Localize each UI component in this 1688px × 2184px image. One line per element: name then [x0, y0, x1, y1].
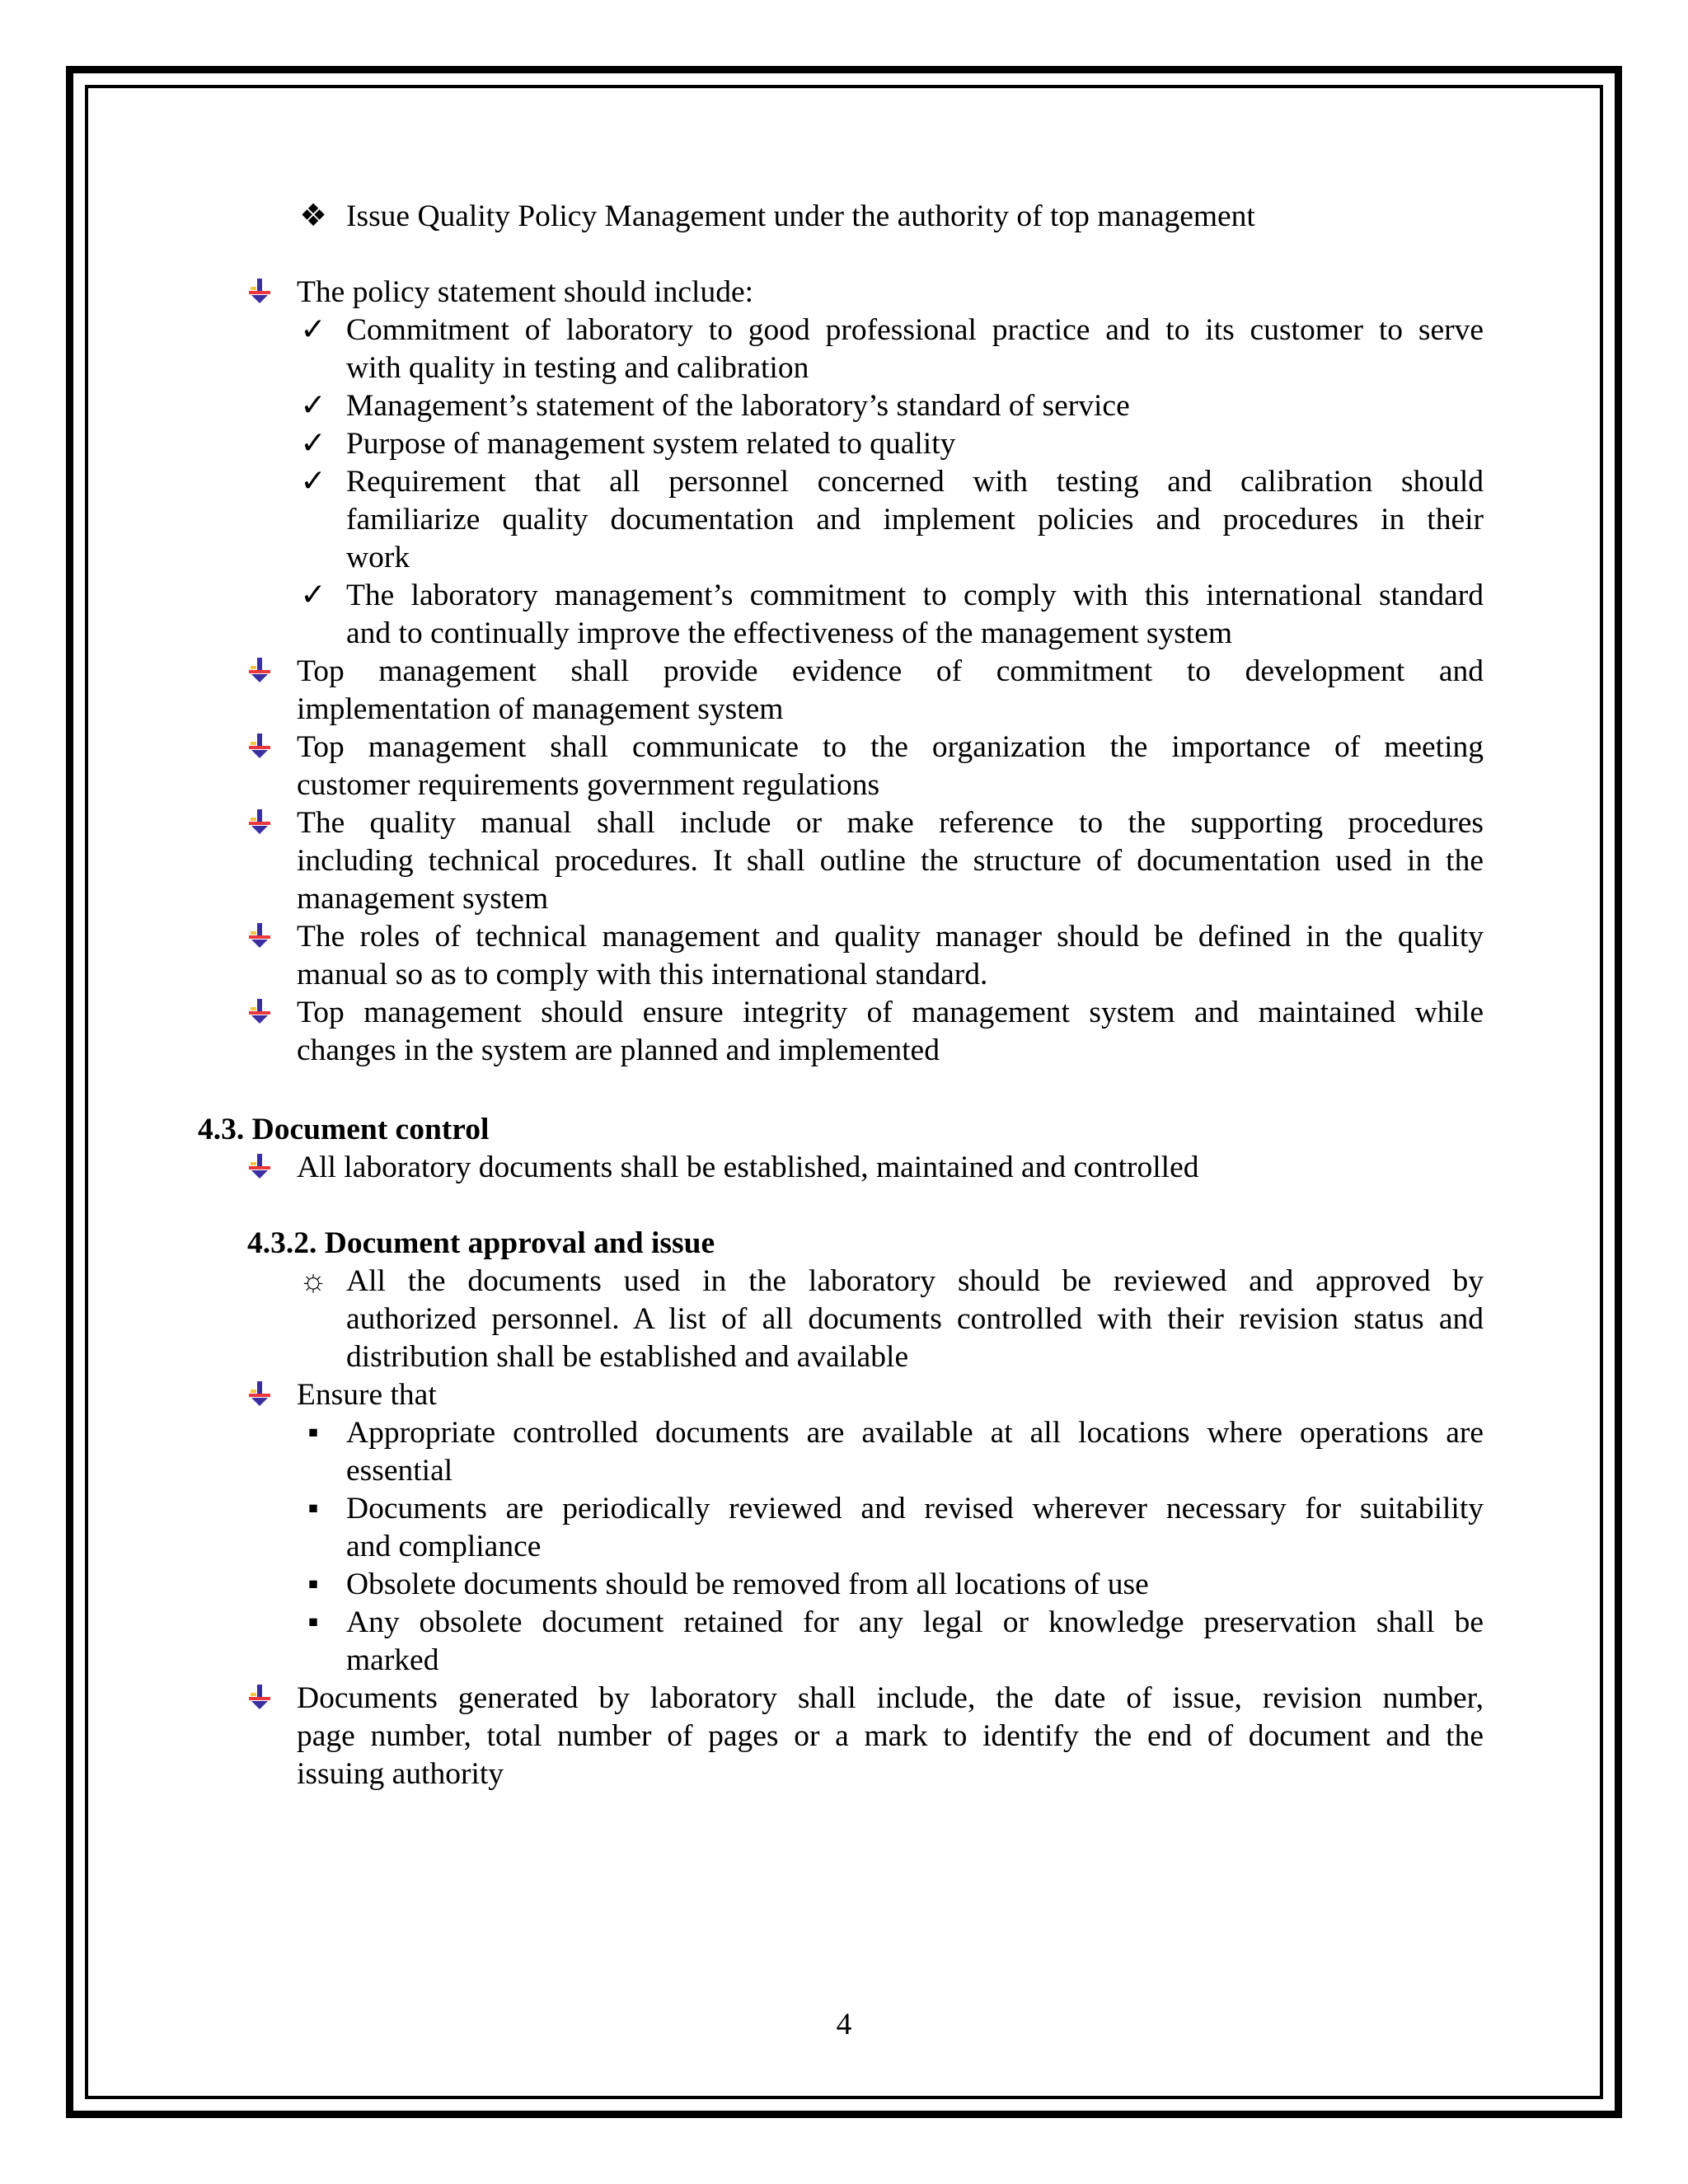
checkmark-bullet-icon: ✓ [300, 389, 326, 423]
text-line: implementation of management system [297, 692, 784, 726]
square-bullet-icon: ▪ [307, 1568, 319, 1601]
square-bullet-icon: ▪ [307, 1416, 319, 1450]
text-line: with quality in testing and calibration [346, 351, 809, 385]
text-line: marked [346, 1643, 439, 1677]
text-line: Commitment of laboratory to good professional practice and to its customer to serve [346, 313, 1484, 347]
square-bullet-icon: ▪ [307, 1492, 319, 1526]
square-bullet-icon: ▪ [307, 1605, 319, 1639]
text-line: The policy statement should include: [297, 275, 754, 309]
text-line: The laboratory management’s commitment to comply with this international standard [346, 579, 1484, 612]
text-line: The quality manual shall include or make reference to the supporting procedures [297, 806, 1484, 840]
text-line: All laboratory documents shall be established, maintained and controlled [297, 1151, 1199, 1184]
text-line: issuing authority [297, 1757, 504, 1791]
text-line: work [346, 541, 410, 574]
arrow-down-svg [247, 656, 272, 684]
arrow-down-bullet-icon [247, 1683, 272, 1711]
arrow-down-bullet-icon [247, 277, 272, 305]
text-line: changes in the system are planned and implemented [297, 1033, 940, 1067]
text-line: Documents generated by laboratory shall include, the date of issue, revision number, [297, 1681, 1484, 1715]
text-line: and compliance [346, 1530, 542, 1563]
arrow-down-bullet-icon [247, 1152, 272, 1180]
text-line: familiarize quality documentation and implement policies and procedures in their [346, 503, 1484, 537]
text-line: management system [297, 882, 549, 916]
arrow-down-svg [247, 997, 272, 1025]
page-number: 4 [836, 2008, 852, 2041]
arrow-down-svg [247, 921, 272, 949]
arrow-down-svg [247, 1683, 272, 1711]
arrow-down-svg [247, 277, 272, 305]
sun-bullet-icon: ☼ [298, 1264, 328, 1298]
checkmark-bullet-icon: ✓ [300, 579, 326, 612]
text-line: Requirement that all personnel concerned with testing and calibration should [346, 465, 1484, 499]
arrow-down-bullet-icon [247, 1380, 272, 1408]
text-line: Ensure that [297, 1378, 437, 1412]
text-line: Management’s statement of the laboratory’s standard of service [346, 389, 1130, 423]
text-line: and to continually improve the effectiveness of the management system [346, 616, 1233, 650]
text-line: All the documents used in the laboratory should be reviewed and approved by [346, 1264, 1484, 1298]
subsection-heading: 4.3.2. Document approval and issue [247, 1226, 715, 1260]
text-line: Top management should ensure integrity of management system and maintained while [297, 996, 1484, 1029]
arrow-down-svg [247, 732, 272, 760]
arrow-down-bullet-icon [247, 808, 272, 836]
text-line: essential [346, 1454, 453, 1488]
text-line: Top management shall provide evidence of commitment to development and [297, 654, 1484, 688]
text-line: page number, total number of pages or a mark to identify the end of document and the [297, 1719, 1484, 1753]
text-line: Obsolete documents should be removed from all locations of use [346, 1568, 1149, 1601]
checkmark-bullet-icon: ✓ [300, 427, 326, 461]
text-line: Top management shall communicate to the organization the importance of meeting [297, 730, 1484, 764]
text-line: including technical procedures. It shall outline the structure of documentation used in the [297, 844, 1484, 878]
arrow-down-svg [247, 1380, 272, 1408]
text-line: Any obsolete document retained for any legal or knowledge preservation shall be [346, 1605, 1484, 1639]
text-line: The roles of technical management and quality manager should be defined in the quality [297, 920, 1484, 954]
text-line: manual so as to comply with this international standard. [297, 958, 988, 991]
arrow-down-svg [247, 808, 272, 836]
arrow-down-svg [247, 1152, 272, 1180]
arrow-down-bullet-icon [247, 732, 272, 760]
text-line: distribution shall be established and available [346, 1340, 909, 1374]
arrow-down-bullet-icon [247, 921, 272, 949]
text-line: customer requirements government regulations [297, 768, 880, 802]
text-line: authorized personnel. A list of all documents controlled with their revision status and [346, 1302, 1484, 1336]
text-line: Purpose of management system related to quality [346, 427, 956, 461]
text-line: Appropriate controlled documents are available at all locations where operations are [346, 1416, 1484, 1450]
text-line: Issue Quality Policy Management under the authority of top management [346, 199, 1255, 233]
checkmark-bullet-icon: ✓ [300, 313, 326, 347]
arrow-down-bullet-icon [247, 656, 272, 684]
arrow-down-bullet-icon [247, 997, 272, 1025]
checkmark-bullet-icon: ✓ [300, 465, 326, 499]
section-heading: 4.3. Document control [198, 1113, 490, 1146]
text-line: Documents are periodically reviewed and revised wherever necessary for suitability [346, 1492, 1484, 1526]
diamond-bullet-icon: ❖ [299, 199, 327, 233]
